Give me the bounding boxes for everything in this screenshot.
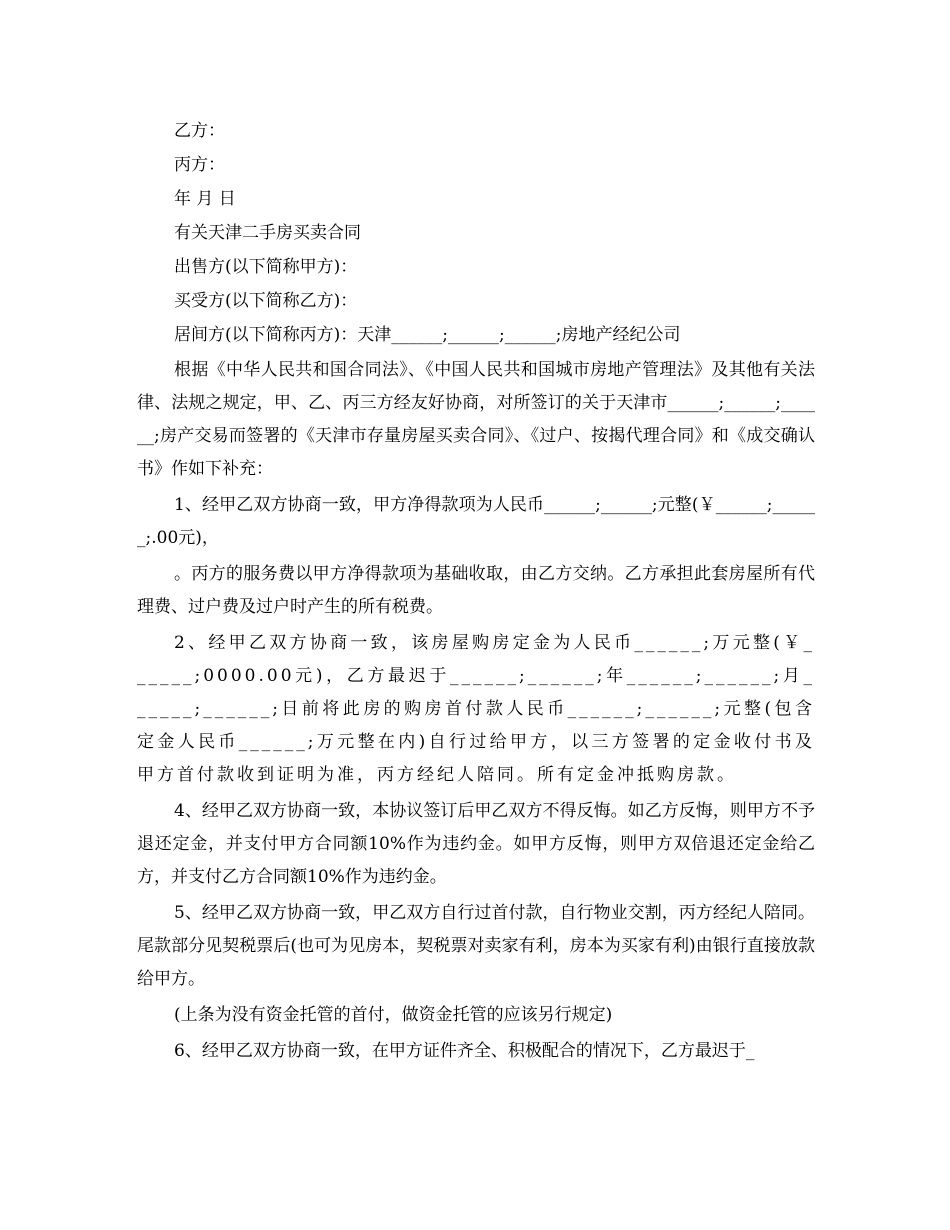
intro-paragraph: 根据《中华人民共和国合同法》、《中国人民共和国城市房地产管理法》及其他有关法律、法规之规定，甲、乙、丙三方经友好协商，对所签订的关于天津市______;______;______;房产交易而签署的《天津市存量房屋买卖合同》、《过户、按揭代理合同》和《成交确认书》作如下补充： bbox=[137, 360, 815, 479]
clause-note: (上条为没有资金托管的首付，做资金托管的应该另行规定) bbox=[174, 1005, 613, 1025]
broker-line: 居间方(以下简称丙方)：天津______;______;______;房地产经纪公司 bbox=[174, 325, 681, 345]
document-body bbox=[137, 116, 815, 1071]
clause-1-continued: 。丙方的服务费以甲方净得款项为基础收取，由乙方交纳。乙方承担此套房屋所有代理费、过户费及过户时产生的所有税费。 bbox=[137, 564, 815, 617]
buyer-line: 买受方(以下简称乙方)： bbox=[174, 291, 358, 311]
party-c-line: 丙方： bbox=[174, 155, 225, 175]
clause-1: 1、经甲乙双方协商一致，甲方净得款项为人民币______;______;元整(￥______;______;.00元)， bbox=[137, 495, 815, 548]
seller-line: 出售方(以下简称甲方)： bbox=[174, 257, 358, 277]
contract-title: 有关天津二手房买卖合同 bbox=[174, 223, 361, 243]
clause-6: 6、经甲乙双方协商一致，在甲方证件齐全、积极配合的情况下，乙方最迟于_ bbox=[174, 1041, 755, 1061]
party-b-line: 乙方： bbox=[174, 121, 225, 141]
clause-5: 5、经甲乙双方协商一致，甲乙双方自行过首付款，自行物业交割，丙方经纪人陪同。尾款部分见契税票后(也可为见房本，契税票对卖家有利，房本为买家有利)由银行直接放款给甲方。 bbox=[137, 903, 815, 989]
clause-4: 4、经甲乙双方协商一致，本协议签订后甲乙双方不得反悔。如乙方反悔，则甲方不予退还定金，并支付甲方合同额10%作为违约金。如甲方反悔，则甲方双倍退还定金给乙方，并支付乙方合同额10%作为违约金。 bbox=[137, 801, 815, 887]
date-line: 年 月 日 bbox=[174, 189, 236, 209]
clause-2: 2、经甲乙双方协商一致，该房屋购房定金为人民币______;万元整(￥______;0000.00元)，乙方最迟于______;______;年______;______;月______;______;日前将此房的购房首付款人民币______;______;元整(包含定金人民币______;万元整在内)自行过给甲方，以三方签署的定金收付书及甲方首付款收到证明为准，丙方经纪人陪同。所有定金冲抵购房款。 bbox=[137, 633, 815, 785]
